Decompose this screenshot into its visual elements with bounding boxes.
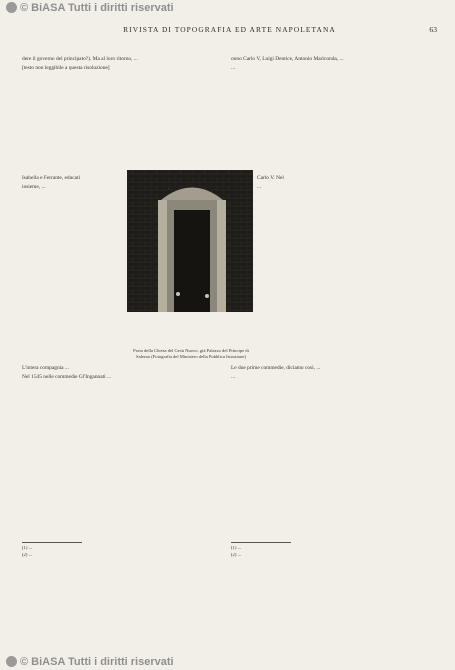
watermark-text-bottom: © BiASA Tutti i diritti riservati: [20, 656, 174, 668]
text-line: ...: [231, 374, 236, 381]
footnote-rule-left: [22, 542, 82, 543]
text-line: Carlo V. Nel: [257, 175, 284, 181]
text-line: Nel 1545 nelle commedie Gl'Ingannati ...: [22, 374, 111, 381]
text-line: insieme, ...: [22, 184, 46, 191]
text-line: ...: [257, 184, 262, 191]
text-line: Isabella e Ferrante, educati: [22, 175, 81, 181]
text-column-left-mid: [22, 174, 122, 364]
biasa-logo-icon: [6, 2, 17, 13]
footnote: (2) ...: [22, 552, 33, 558]
page-number: 63: [429, 24, 437, 34]
text-column-right-top: [231, 55, 430, 174]
footnotes-left: [22, 546, 217, 606]
footnote-rule-right: [231, 542, 291, 543]
portal-illustration: [127, 170, 253, 312]
running-head: [22, 23, 437, 35]
biasa-logo-icon: [6, 656, 17, 667]
footnote: (1) ...: [231, 546, 242, 551]
text-column-right-bottom: [231, 364, 430, 534]
text-line: dere il governo del principato?). Ma al loro ritorno, ...: [22, 56, 138, 62]
text-line: L'intera compagnia ...: [22, 365, 69, 371]
figure-caption: Porta della Chiesa del Gesù Nuovo, già Palazzo del Principe di Salerno (Fotografia del Ministero della Pubblica Istruzione): [133, 348, 249, 359]
text-line: onno Carlo V, Luigi Dentice, Antonio Mariconda, ...: [231, 56, 344, 62]
watermark-top: [0, 0, 455, 16]
footnote: (2) ...: [231, 552, 242, 558]
text-column-left-top: [22, 55, 216, 174]
footnotes-right: [231, 546, 430, 576]
text-line: [testo non leggibile a questa risoluzione]: [22, 65, 110, 72]
text-line: ...: [231, 65, 236, 72]
watermark-bottom: [0, 654, 455, 670]
text-column-right-mid: [257, 174, 430, 364]
text-column-left-bottom: [22, 364, 217, 534]
watermark-text-top: © BiASA Tutti i diritti riservati: [20, 2, 174, 14]
footnote: (1) ...: [22, 546, 33, 551]
journal-title: RIVISTA DI TOPOGRAFIA ED ARTE NAPOLETANA: [123, 24, 336, 34]
text-line: Le due prime commedie, diciamo così, ...: [231, 365, 321, 371]
photograph-church-portal: [127, 170, 253, 312]
